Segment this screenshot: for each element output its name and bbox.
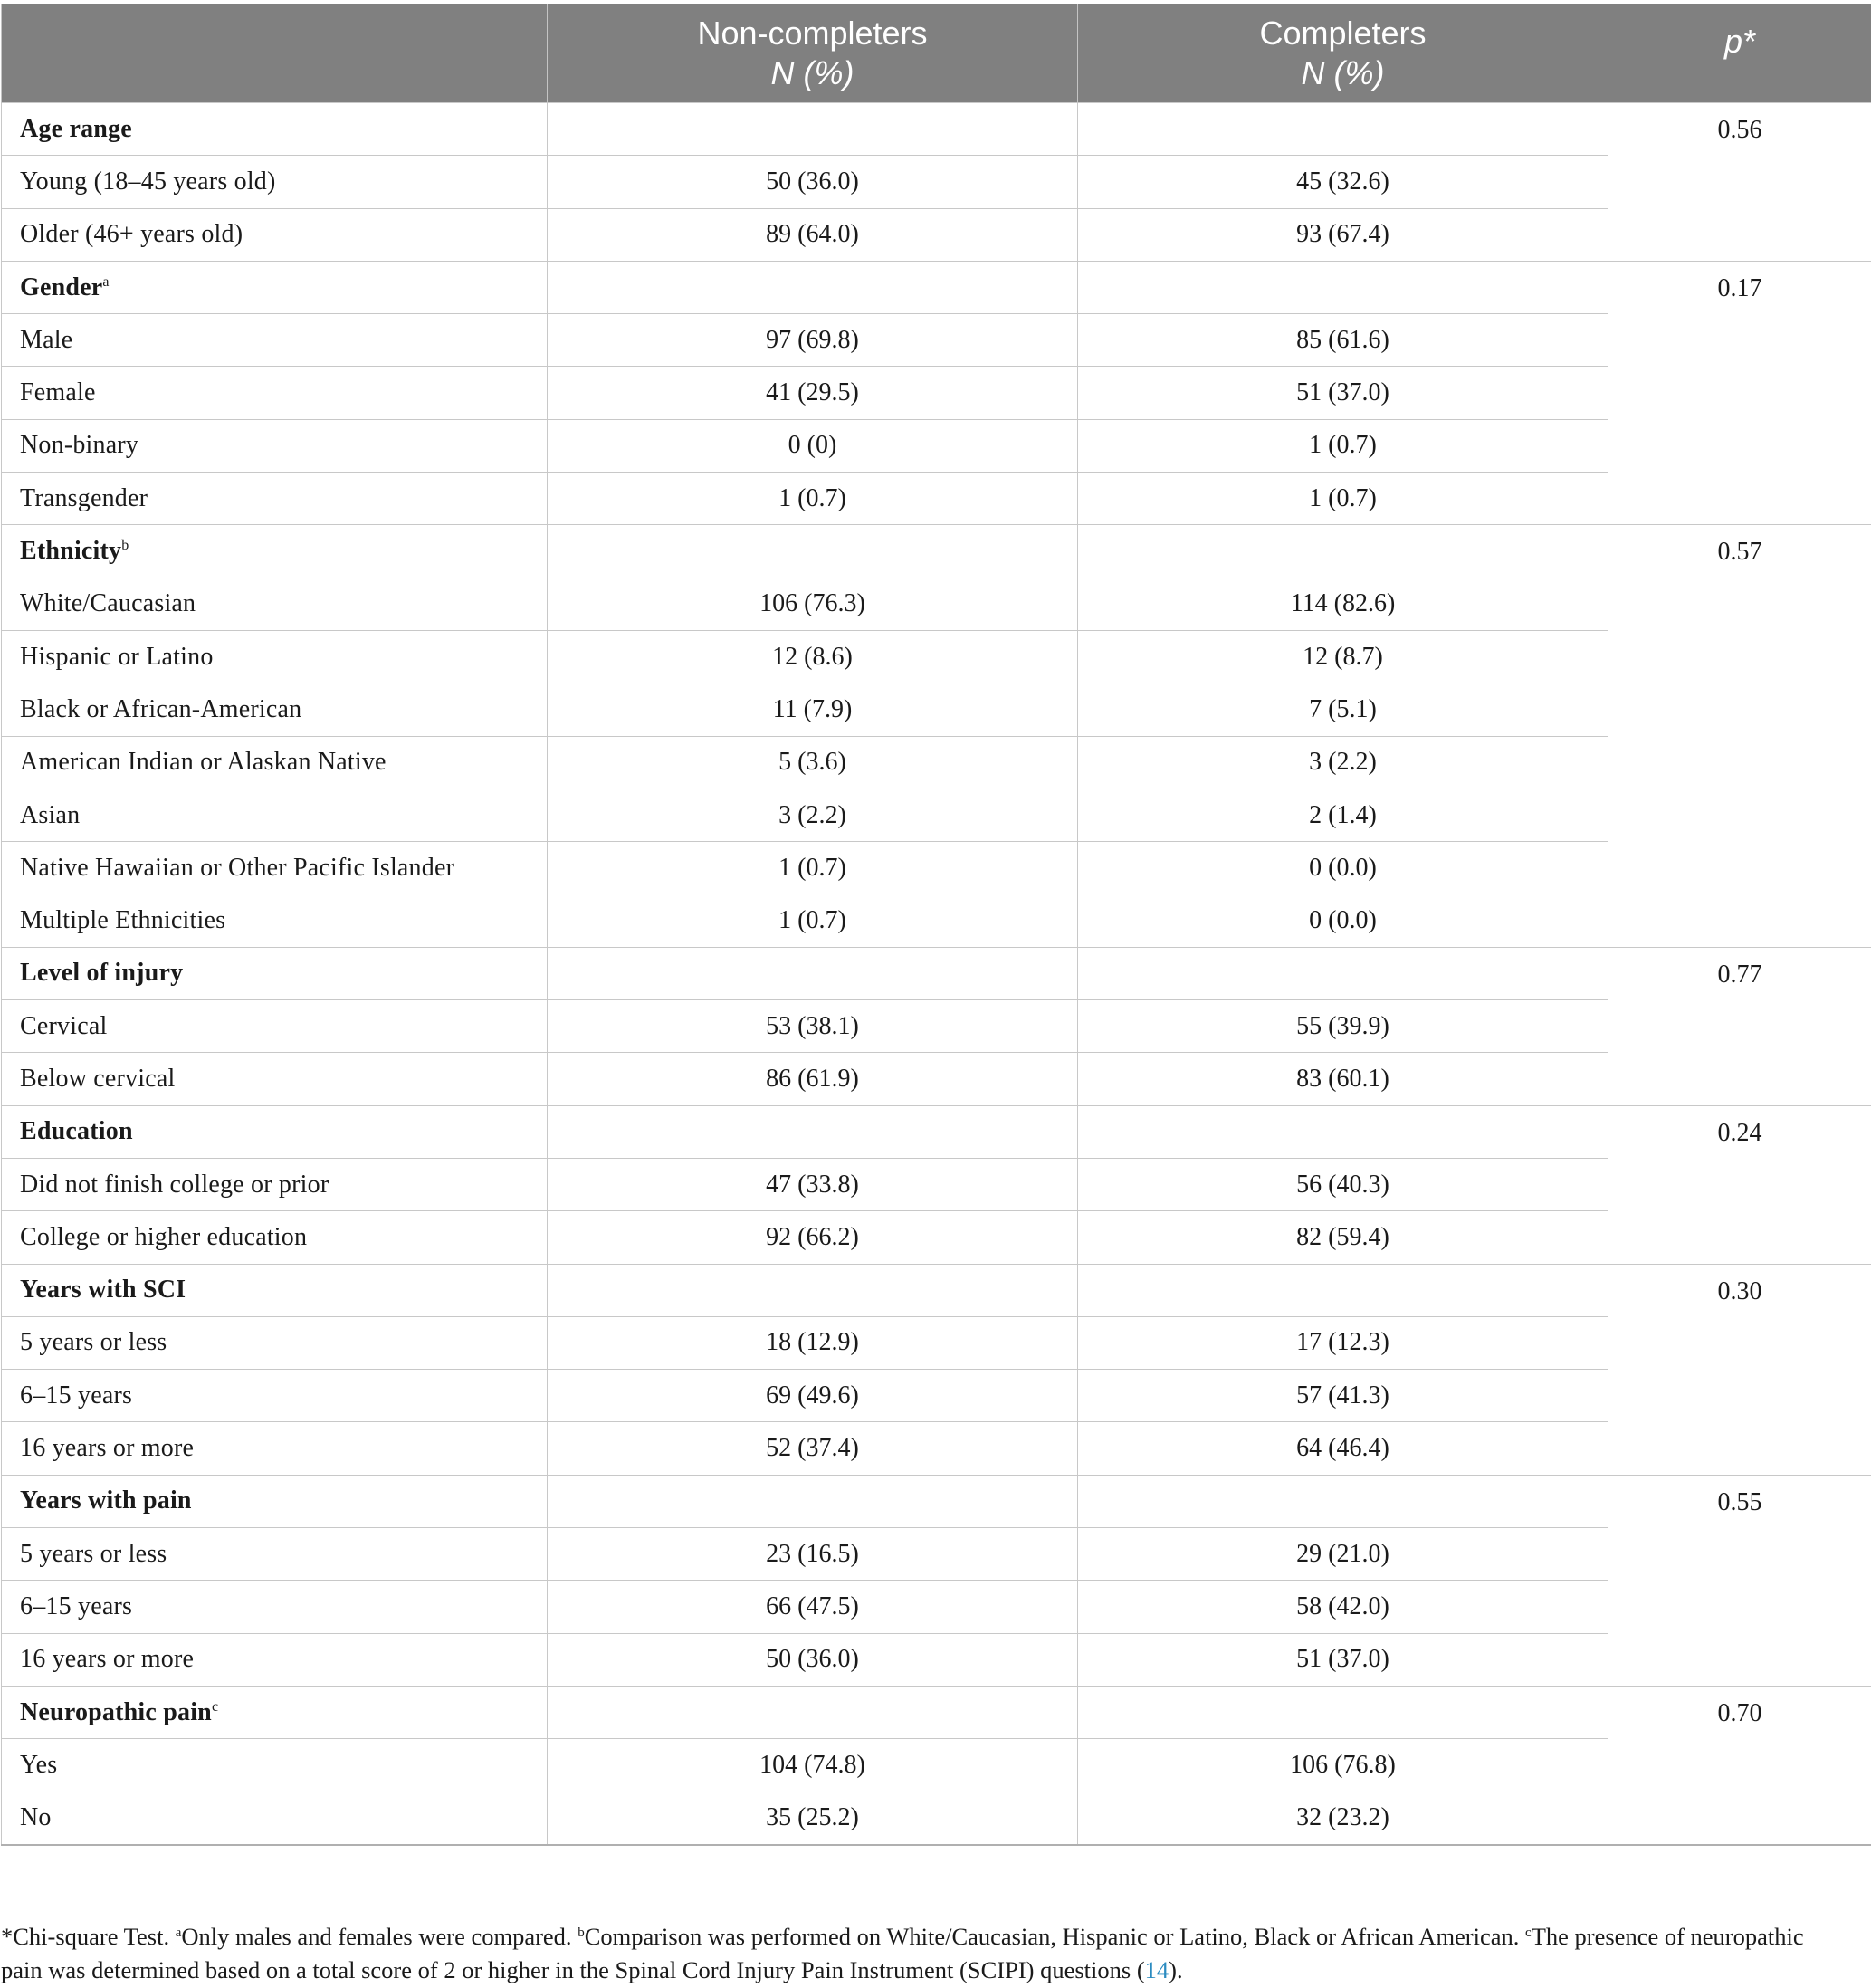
footnote-b: Comparison was performed on White/Caucasian, Hispanic or Latino, Black or African American.	[584, 1923, 1526, 1950]
completers-value: 17 (12.3)	[1078, 1316, 1608, 1369]
noncompleters-value: 18 (12.9)	[548, 1316, 1078, 1369]
footnote-sup-c: c	[1525, 1926, 1532, 1940]
noncompleters-value: 89 (64.0)	[548, 208, 1078, 261]
completers-value: 32 (23.2)	[1078, 1792, 1608, 1845]
p-value-cell: 0.57	[1608, 525, 1871, 947]
noncompleters-value: 1 (0.7)	[548, 842, 1078, 894]
p-value-cell: 0.56	[1608, 103, 1871, 262]
header-p-value	[1608, 4, 1871, 103]
group-completers-cell	[1078, 1475, 1608, 1527]
group-noncompleters-cell	[548, 261, 1078, 313]
footnote-end: ).	[1169, 1956, 1183, 1983]
table-row	[2, 1581, 1871, 1633]
table-row	[2, 419, 1871, 472]
header-noncompleters	[548, 4, 1078, 103]
completers-value: 51 (37.0)	[1078, 367, 1608, 419]
header-noncompleters-title: Non-completers	[697, 14, 928, 52]
group-header-row	[2, 1264, 1871, 1316]
noncompleters-value: 47 (33.8)	[548, 1158, 1078, 1210]
group-noncompleters-cell	[548, 947, 1078, 999]
group-label-text: Ethnicity	[20, 537, 122, 566]
row-label: 6–15 years	[2, 1370, 548, 1422]
table-row	[2, 630, 1871, 683]
row-label: 16 years or more	[2, 1633, 548, 1686]
row-label: White/Caucasian	[2, 578, 548, 630]
noncompleters-value: 35 (25.2)	[548, 1792, 1078, 1845]
group-noncompleters-cell	[548, 525, 1078, 578]
p-value-cell: 0.77	[1608, 947, 1871, 1105]
noncompleters-value: 12 (8.6)	[548, 630, 1078, 683]
noncompleters-value: 86 (61.9)	[548, 1053, 1078, 1105]
row-label: American Indian or Alaskan Native	[2, 736, 548, 789]
table-row	[2, 314, 1871, 367]
footnote-sup-a: a	[175, 1926, 182, 1940]
group-footnote-marker: a	[102, 273, 110, 290]
table-row	[2, 1370, 1871, 1422]
table-row	[2, 1739, 1871, 1792]
group-label	[2, 103, 548, 156]
completers-value: 51 (37.0)	[1078, 1633, 1608, 1686]
p-value-cell: 0.24	[1608, 1105, 1871, 1264]
noncompleters-value: 5 (3.6)	[548, 736, 1078, 789]
noncompleters-value: 106 (76.3)	[548, 578, 1078, 630]
group-label	[2, 1686, 548, 1738]
group-label	[2, 1264, 548, 1316]
row-label: Older (46+ years old)	[2, 208, 548, 261]
group-completers-cell	[1078, 261, 1608, 313]
table-row	[2, 156, 1871, 208]
table-row	[2, 1053, 1871, 1105]
noncompleters-value: 53 (38.1)	[548, 1000, 1078, 1053]
table-row	[2, 208, 1871, 261]
row-label: Female	[2, 367, 548, 419]
p-value-cell: 0.30	[1608, 1264, 1871, 1475]
table-row	[2, 1792, 1871, 1845]
table-row	[2, 1158, 1871, 1210]
group-completers-cell	[1078, 947, 1608, 999]
table-row	[2, 367, 1871, 419]
group-completers-cell	[1078, 1686, 1608, 1738]
noncompleters-value: 97 (69.8)	[548, 314, 1078, 367]
group-label-text: Neuropathic pain	[20, 1697, 212, 1726]
noncompleters-value: 23 (16.5)	[548, 1528, 1078, 1581]
noncompleters-value: 50 (36.0)	[548, 1633, 1078, 1686]
table-row	[2, 842, 1871, 894]
group-noncompleters-cell	[548, 1105, 1078, 1158]
header-completers-unit: N (%)	[1301, 53, 1385, 91]
row-label: Below cervical	[2, 1053, 548, 1105]
group-label	[2, 1475, 548, 1527]
completers-value: 12 (8.7)	[1078, 630, 1608, 683]
row-label: Black or African-American	[2, 683, 548, 736]
table-row	[2, 1211, 1871, 1264]
p-value-cell: 0.17	[1608, 261, 1871, 524]
demographics-table	[1, 4, 1871, 1846]
completers-value: 55 (39.9)	[1078, 1000, 1608, 1053]
completers-value: 1 (0.7)	[1078, 473, 1608, 525]
group-label	[2, 261, 548, 313]
row-label: Cervical	[2, 1000, 548, 1053]
noncompleters-value: 92 (66.2)	[548, 1211, 1078, 1264]
table-row	[2, 1528, 1871, 1581]
group-label-text: Level of injury	[20, 959, 184, 988]
table-row	[2, 578, 1871, 630]
completers-value: 85 (61.6)	[1078, 314, 1608, 367]
group-header-row	[2, 525, 1871, 578]
noncompleters-value: 50 (36.0)	[548, 156, 1078, 208]
footnote-star: *Chi-square Test.	[1, 1923, 176, 1950]
completers-value: 1 (0.7)	[1078, 419, 1608, 472]
completers-value: 29 (21.0)	[1078, 1528, 1608, 1581]
table-row	[2, 1633, 1871, 1686]
completers-value: 64 (46.4)	[1078, 1422, 1608, 1475]
noncompleters-value: 1 (0.7)	[548, 894, 1078, 947]
completers-value: 56 (40.3)	[1078, 1158, 1608, 1210]
noncompleters-value: 0 (0)	[548, 419, 1078, 472]
completers-value: 106 (76.8)	[1078, 1739, 1608, 1792]
completers-value: 0 (0.0)	[1078, 894, 1608, 947]
row-label: Did not finish college or prior	[2, 1158, 548, 1210]
group-label	[2, 947, 548, 999]
row-label: Male	[2, 314, 548, 367]
header-completers-title: Completers	[1259, 14, 1427, 52]
noncompleters-value: 66 (47.5)	[548, 1581, 1078, 1633]
completers-value: 58 (42.0)	[1078, 1581, 1608, 1633]
group-header-row	[2, 947, 1871, 999]
row-label: Native Hawaiian or Other Pacific Islander	[2, 842, 548, 894]
completers-value: 3 (2.2)	[1078, 736, 1608, 789]
group-label-text: Age range	[20, 114, 132, 143]
header-p-value-label: p*	[1723, 23, 1756, 60]
noncompleters-value: 52 (37.4)	[548, 1422, 1078, 1475]
row-label: Non-binary	[2, 419, 548, 472]
completers-value: 114 (82.6)	[1078, 578, 1608, 630]
group-footnote-marker: c	[211, 1698, 219, 1715]
group-label	[2, 525, 548, 578]
group-label	[2, 1105, 548, 1158]
noncompleters-value: 1 (0.7)	[548, 473, 1078, 525]
row-label: College or higher education	[2, 1211, 548, 1264]
table-body	[2, 103, 1871, 1845]
table-row	[2, 1000, 1871, 1053]
row-label: 6–15 years	[2, 1581, 548, 1633]
table-row	[2, 683, 1871, 736]
completers-value: 0 (0.0)	[1078, 842, 1608, 894]
noncompleters-value: 11 (7.9)	[548, 683, 1078, 736]
row-label: Multiple Ethnicities	[2, 894, 548, 947]
group-header-row	[2, 261, 1871, 313]
group-header-row	[2, 1105, 1871, 1158]
completers-value: 82 (59.4)	[1078, 1211, 1608, 1264]
completers-value: 2 (1.4)	[1078, 789, 1608, 841]
row-label: Asian	[2, 789, 548, 841]
group-header-row	[2, 1475, 1871, 1527]
table-row	[2, 473, 1871, 525]
group-completers-cell	[1078, 1264, 1608, 1316]
footnote-sup-b: b	[578, 1926, 585, 1940]
p-value-cell: 0.55	[1608, 1475, 1871, 1686]
group-noncompleters-cell	[548, 1264, 1078, 1316]
completers-value: 83 (60.1)	[1078, 1053, 1608, 1105]
noncompleters-value: 104 (74.8)	[548, 1739, 1078, 1792]
p-value-cell: 0.70	[1608, 1686, 1871, 1844]
row-label: No	[2, 1792, 548, 1845]
group-footnote-marker: b	[121, 538, 129, 554]
group-label-text: Gender	[20, 272, 103, 301]
footnote-a: Only males and females were compared.	[181, 1923, 578, 1950]
header-completers	[1078, 4, 1608, 103]
table-row	[2, 894, 1871, 947]
group-label-text: Education	[20, 1117, 133, 1146]
group-completers-cell	[1078, 103, 1608, 156]
group-header-row	[2, 1686, 1871, 1738]
completers-value: 57 (41.3)	[1078, 1370, 1608, 1422]
noncompleters-value: 3 (2.2)	[548, 789, 1078, 841]
completers-value: 93 (67.4)	[1078, 208, 1608, 261]
completers-value: 7 (5.1)	[1078, 683, 1608, 736]
table-footnote	[1, 1916, 1847, 1987]
group-label-text: Years with pain	[20, 1486, 192, 1515]
group-header-row	[2, 103, 1871, 156]
row-label: 16 years or more	[2, 1422, 548, 1475]
table-row	[2, 1422, 1871, 1475]
noncompleters-value: 41 (29.5)	[548, 367, 1078, 419]
header-variable	[2, 4, 548, 103]
completers-value: 45 (32.6)	[1078, 156, 1608, 208]
row-label: Transgender	[2, 473, 548, 525]
row-label: Young (18–45 years old)	[2, 156, 548, 208]
reference-link[interactable]: 14	[1144, 1956, 1169, 1983]
group-noncompleters-cell	[548, 1475, 1078, 1527]
group-completers-cell	[1078, 1105, 1608, 1158]
group-completers-cell	[1078, 525, 1608, 578]
table-row	[2, 1316, 1871, 1369]
row-label: 5 years or less	[2, 1316, 548, 1369]
group-noncompleters-cell	[548, 103, 1078, 156]
row-label: 5 years or less	[2, 1528, 548, 1581]
table-row	[2, 789, 1871, 841]
noncompleters-value: 69 (49.6)	[548, 1370, 1078, 1422]
group-label-text: Years with SCI	[20, 1276, 186, 1305]
group-noncompleters-cell	[548, 1686, 1078, 1738]
header-noncompleters-unit: N (%)	[770, 53, 854, 91]
row-label: Hispanic or Latino	[2, 630, 548, 683]
table-header-row	[2, 4, 1871, 103]
row-label: Yes	[2, 1739, 548, 1792]
table-row	[2, 736, 1871, 789]
footnote-c: The presence of neuropathic pain was determined based on a total score of 2 or higher in the Spinal Cord Injury Pain Instrument (SCIPI) questions (	[1, 1923, 1804, 1983]
